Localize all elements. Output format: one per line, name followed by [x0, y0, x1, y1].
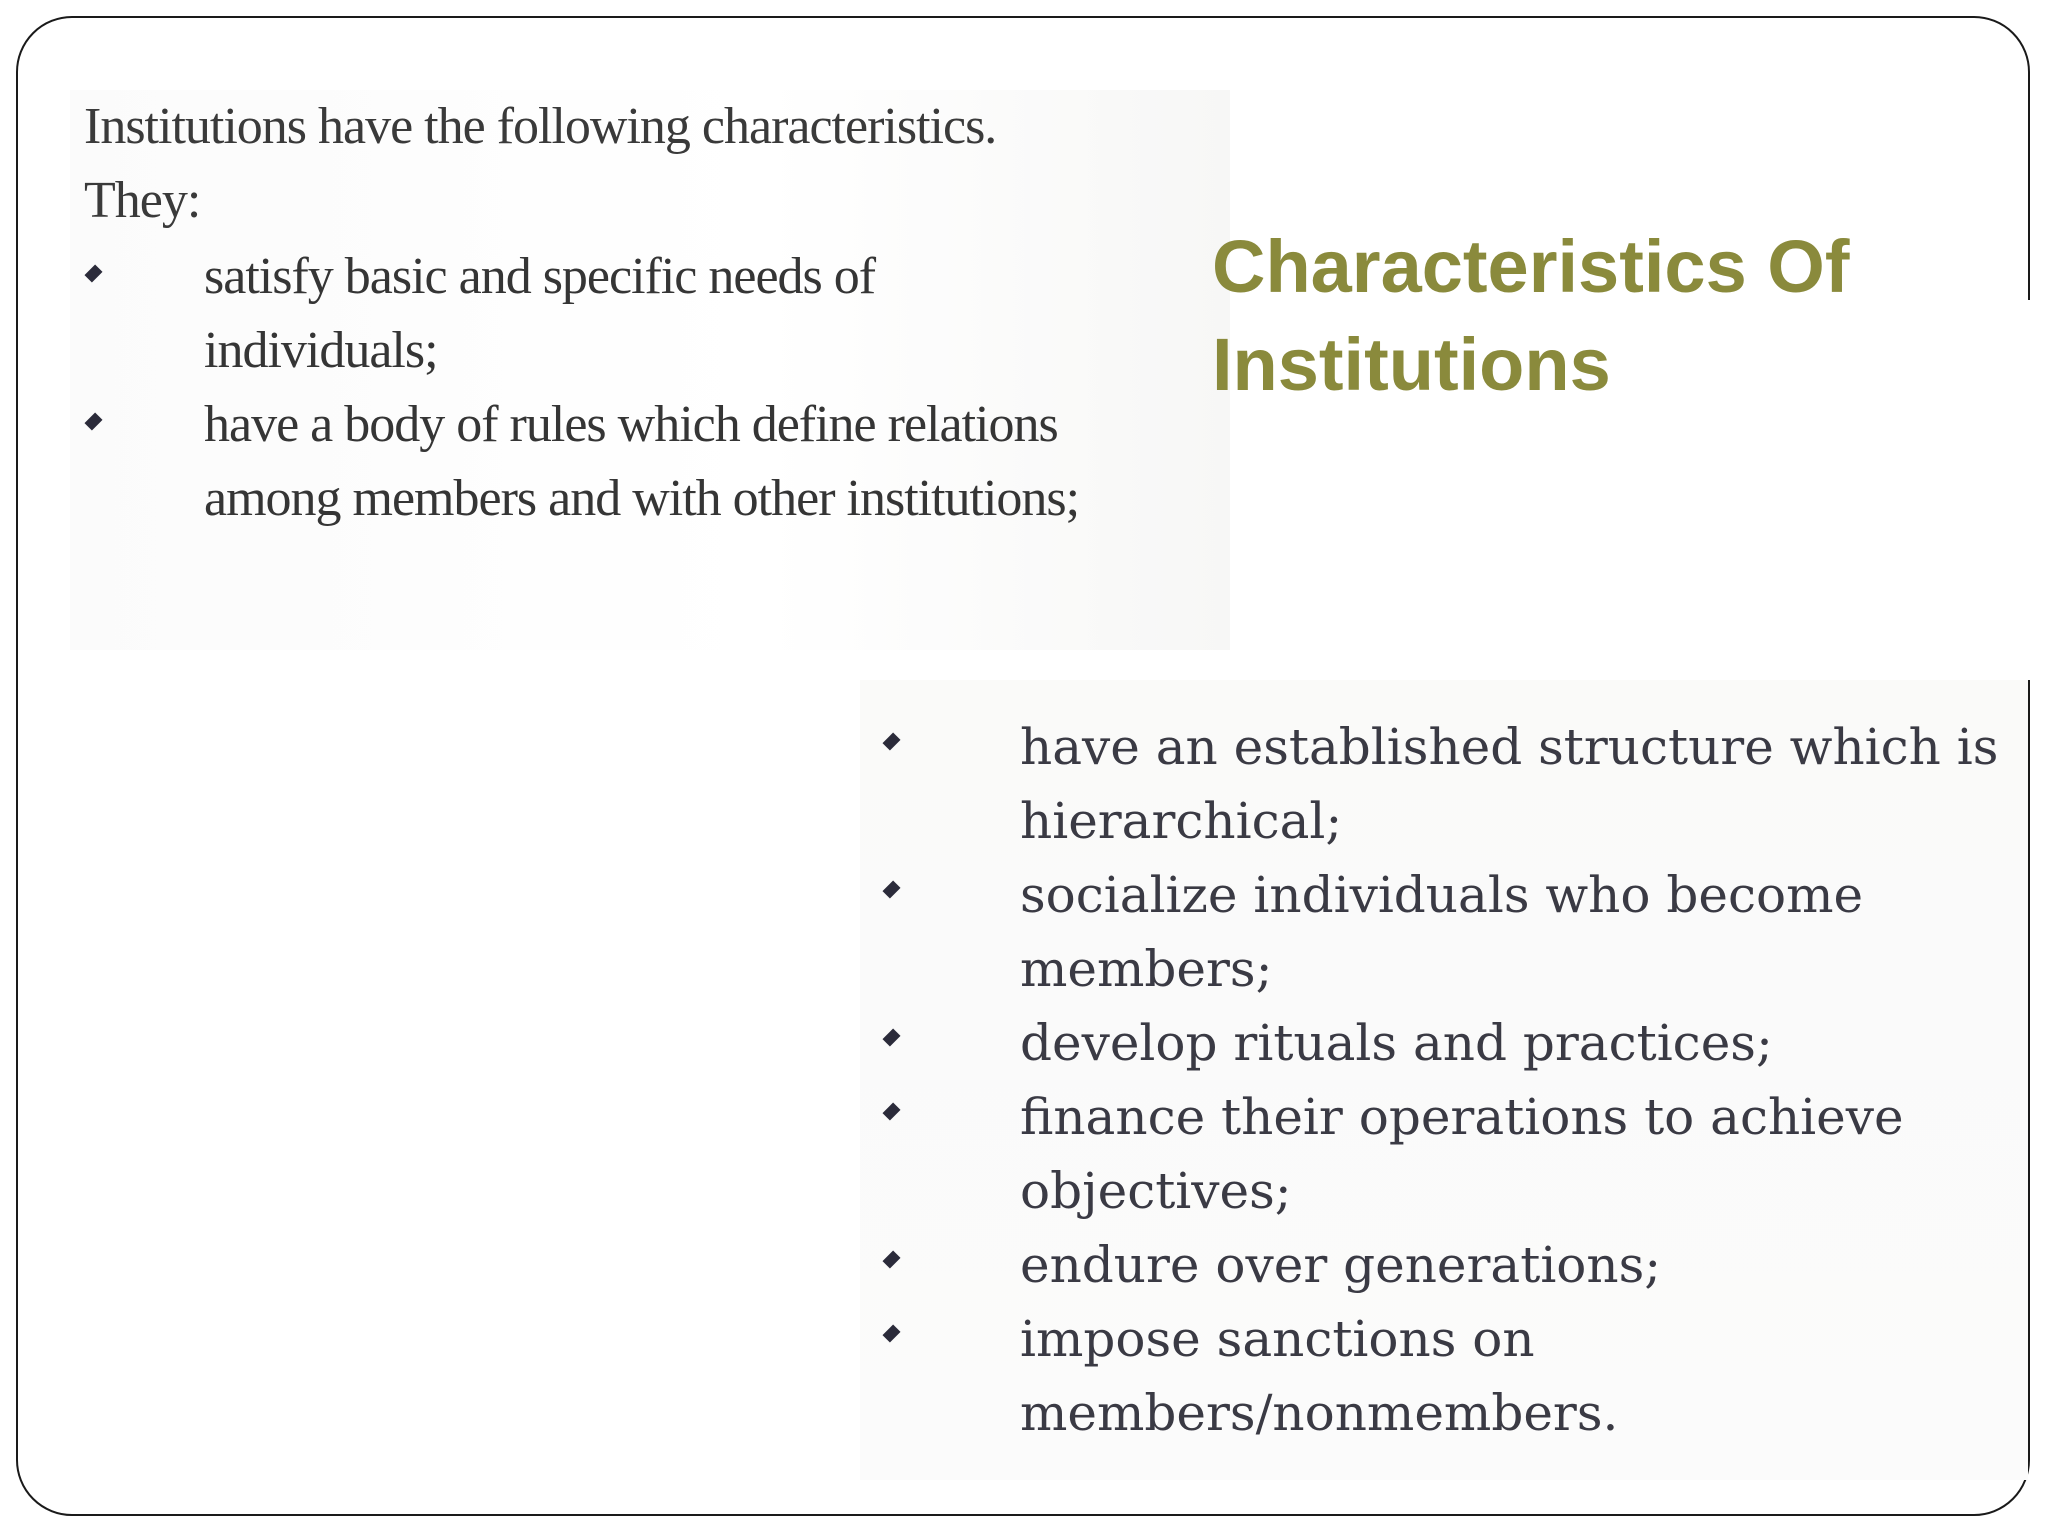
diamond-bullet-icon — [882, 730, 902, 758]
list-item-text: have a body of rules which define relations among members and with other institutions; — [204, 396, 1080, 527]
scanned-text-block-bottom — [860, 680, 2028, 1480]
diamond-bullet-icon — [84, 410, 104, 438]
scanned-text-block-top — [70, 90, 1230, 650]
list-item — [882, 710, 2020, 858]
list-item-text: satisfy basic and specific needs of individuals; — [204, 248, 876, 379]
intro-line-2: They: — [84, 172, 201, 229]
diamond-bullet-icon — [882, 1322, 902, 1350]
diamond-bullet-icon — [882, 1248, 902, 1276]
list-item — [84, 240, 904, 388]
list-item — [882, 1302, 1720, 1450]
list-item-text: develop rituals and practices; — [1020, 1014, 1773, 1072]
list-item — [882, 858, 1980, 1006]
list-item — [882, 1006, 2020, 1080]
list-item-text: socialize individuals who become members; — [1020, 866, 1864, 998]
slide-title: Characteristics Of Institutions — [1212, 225, 1850, 406]
diamond-bullet-icon — [882, 878, 902, 906]
list-item-text: have an established structure which is hierarchical; — [1020, 718, 1999, 850]
diamond-bullet-icon — [84, 262, 104, 290]
list-item-text: impose sanctions on members/nonmembers. — [1020, 1310, 1619, 1442]
bottom-bullet-list — [882, 710, 2022, 1450]
list-item — [84, 388, 1164, 536]
frame-gap — [2024, 300, 2030, 680]
list-item-text: finance their operations to achieve objectives; — [1020, 1088, 1904, 1220]
list-item-text: endure over generations; — [1020, 1236, 1662, 1294]
intro-line-1: Institutions have the following characteristics. — [84, 98, 997, 155]
list-item — [882, 1080, 1980, 1228]
top-bullet-list — [84, 240, 1184, 536]
diamond-bullet-icon — [882, 1100, 902, 1128]
diamond-bullet-icon — [882, 1026, 902, 1054]
intro-text — [84, 90, 996, 238]
list-item — [882, 1228, 2020, 1302]
